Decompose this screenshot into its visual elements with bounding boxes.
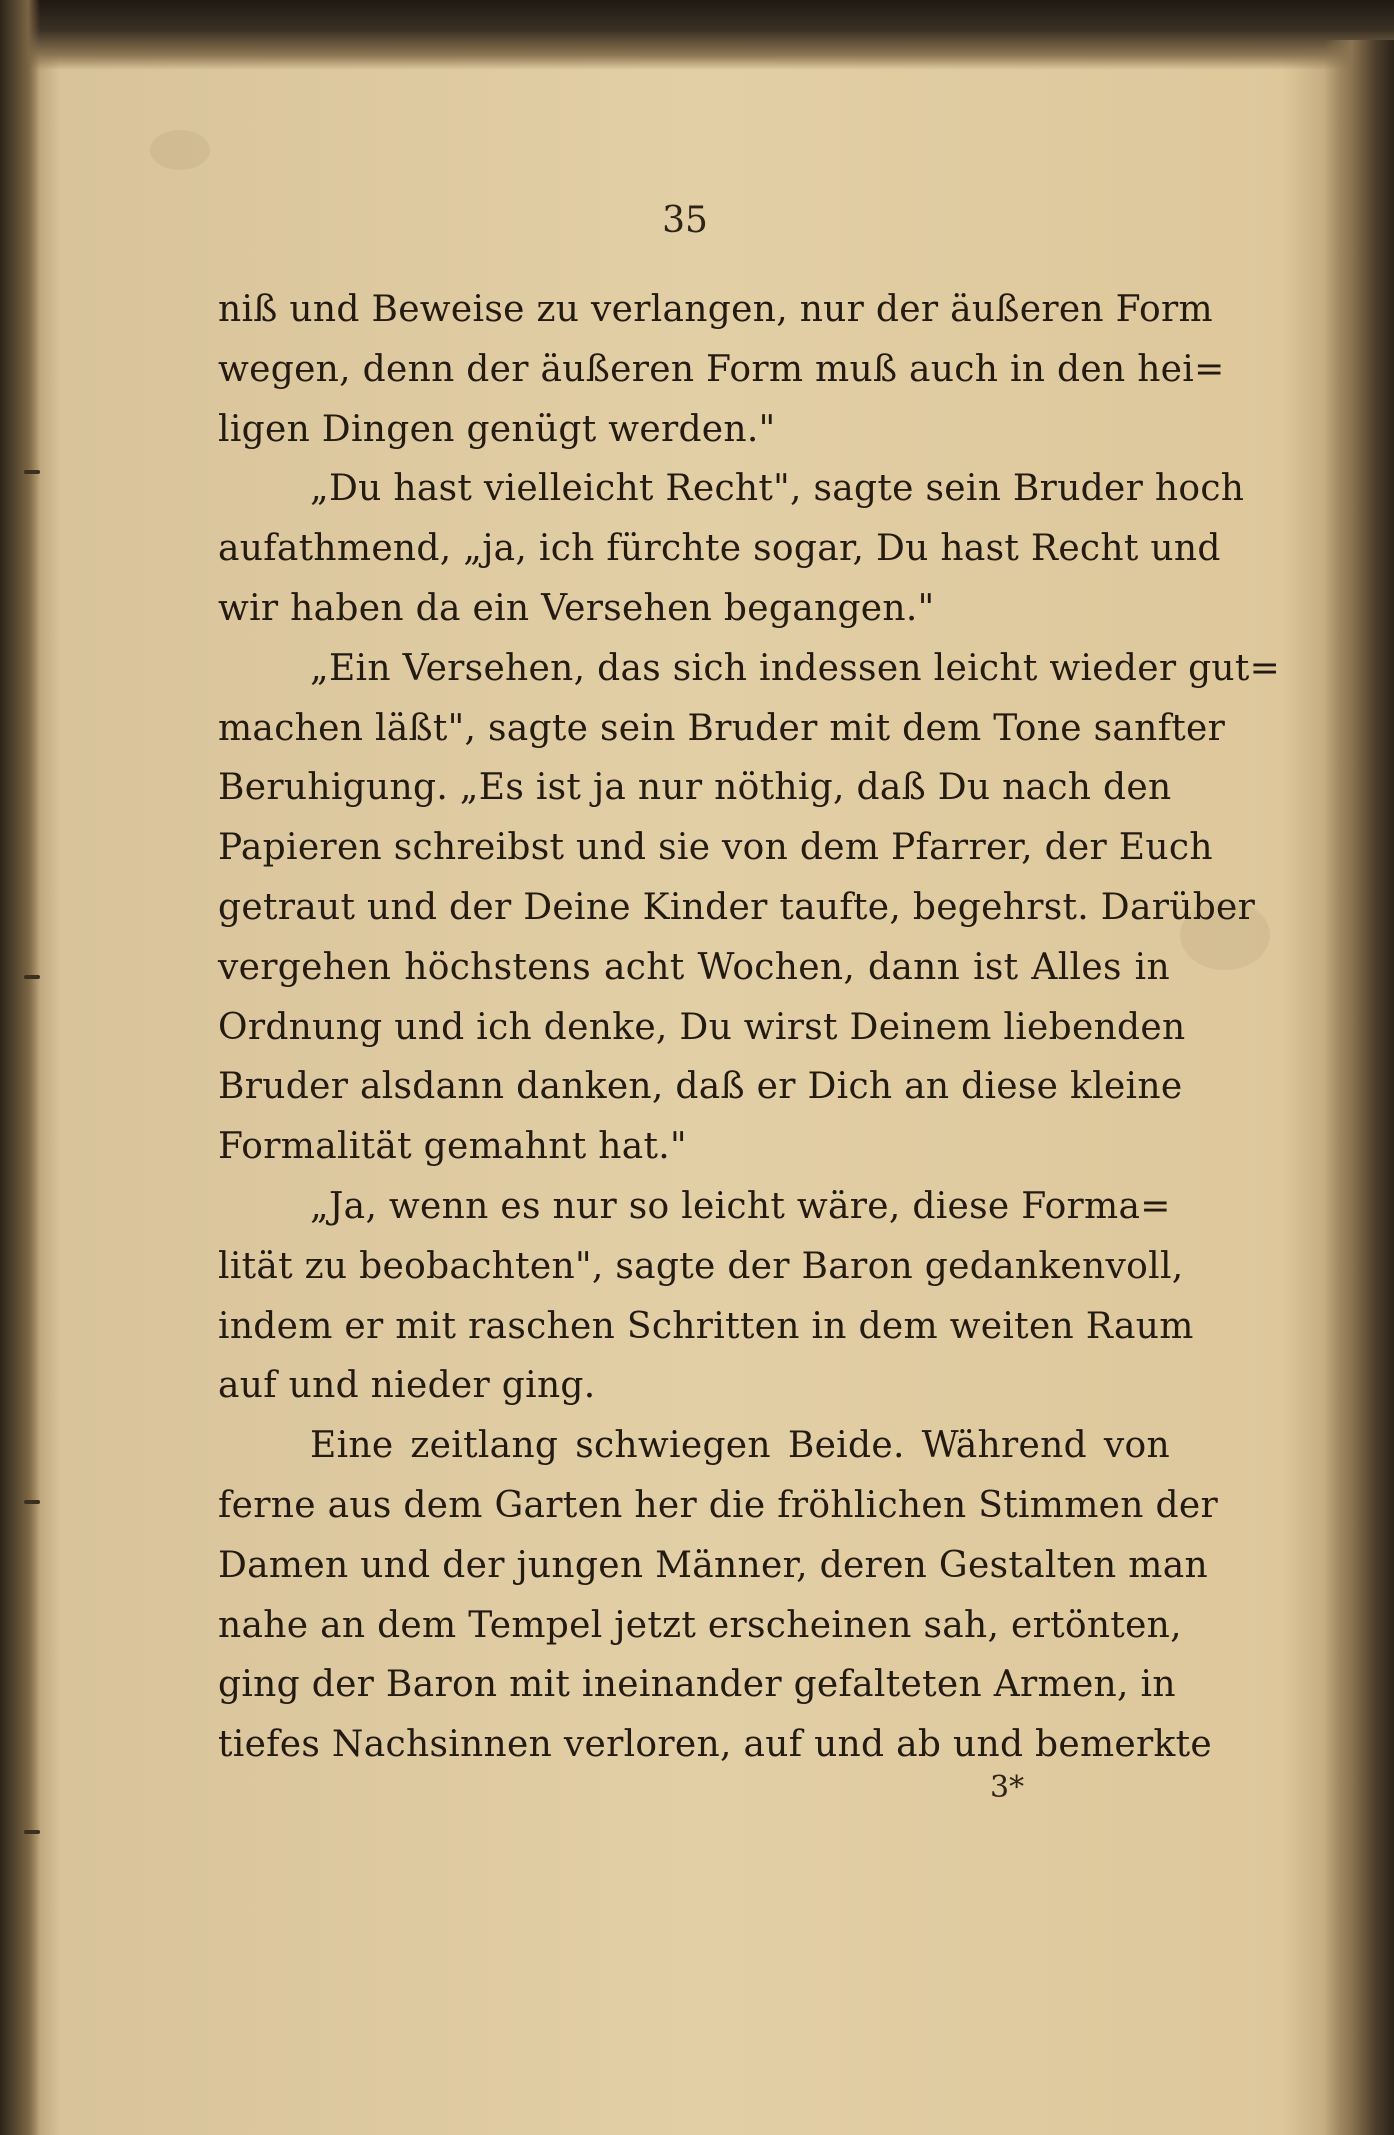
signature-mark: 3* [990,1770,1025,1805]
text-line: tiefes Nachsinnen verloren, auf und ab und bemerkte [218,1724,1213,1766]
text-line: indem er mit raschen Schritten in dem weiten Raum [218,1305,1194,1347]
text-line: Papieren schreibst und sie von dem Pfarrer, der Euch [218,827,1213,869]
text-line: ging der Baron mit ineinander gefalteten Armen, in [218,1664,1176,1706]
book-gutter [0,0,40,2135]
text-line: wir haben da ein Versehen begangen." [218,587,935,629]
text-line: Eine zeitlang schwiegen Beide. Während von [310,1425,1170,1467]
margin-mark [24,470,40,474]
text-line: ligen Dingen genügt werden." [218,408,776,450]
text-line: nahe an dem Tempel jetzt erscheinen sah, ertönten, [218,1604,1182,1646]
text-line: „Du hast vielleicht Recht", sagte sein Bruder hoch [310,468,1245,510]
text-line: Beruhigung. „Es ist ja nur nöthig, daß Du nach den [218,767,1172,809]
body-text [218,280,1281,1775]
text-line: „Ja, wenn es nur so leicht wäre, diese Forma= [310,1185,1171,1227]
text-line: aufathmend, „ja, ich fürchte sogar, Du hast Recht und [218,528,1221,570]
text-line: lität zu beobachten", sagte der Baron gedankenvoll, [218,1245,1184,1287]
text-line: Formalität gemahnt hat." [218,1126,687,1168]
text-line: Ordnung und ich denke, Du wirst Deinem liebenden [218,1006,1186,1048]
text-line: ferne aus dem Garten her die fröhlichen Stimmen der [218,1484,1218,1526]
text-line: getraut und der Deine Kinder taufte, begehrst. Darüber [218,886,1256,928]
text-line: vergehen höchstens acht Wochen, dann ist Alles in [218,946,1170,988]
text-line: machen läßt", sagte sein Bruder mit dem Tone sanfter [218,707,1226,749]
page-top-edge [0,0,1394,70]
page-number: 35 [662,200,708,241]
margin-mark [24,975,40,979]
page-right-edge [1324,40,1394,2135]
margin-mark [24,1500,40,1504]
text-line: Damen und der jungen Männer, deren Gestalten man [218,1544,1208,1586]
text-line: wegen, denn der äußeren Form muß auch in den hei= [218,348,1225,390]
margin-mark [24,1830,40,1834]
text-line: auf und nieder ging. [218,1365,596,1407]
text-line: „Ein Versehen, das sich indessen leicht wieder gut= [310,647,1281,689]
text-line: Bruder alsdann danken, daß er Dich an diese kleine [218,1066,1183,1108]
text-line: niß und Beweise zu verlangen, nur der äußeren Form [218,289,1213,330]
paper-stain [150,130,210,170]
